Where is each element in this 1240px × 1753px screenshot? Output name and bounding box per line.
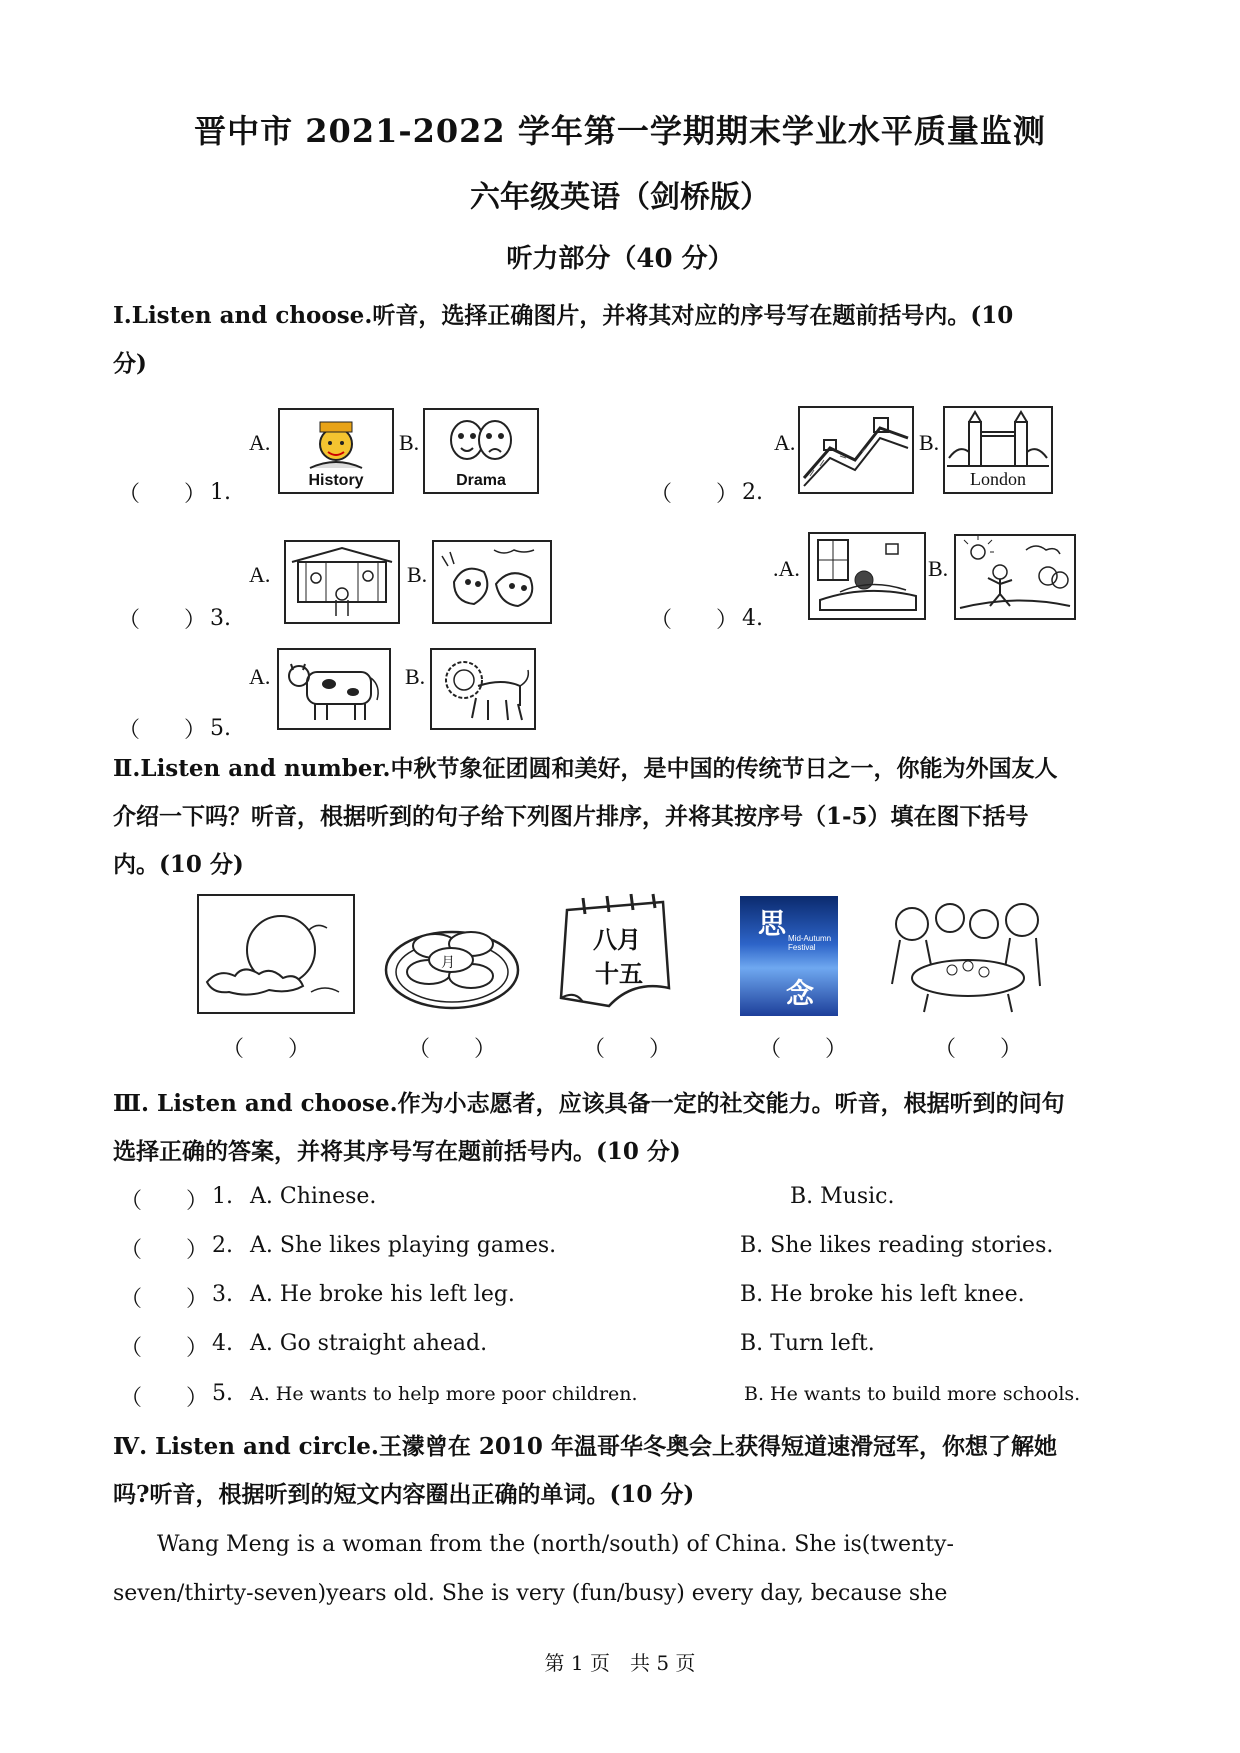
halloween-masks-icon (434, 542, 550, 622)
mooncake-char: 月 (441, 955, 455, 971)
s2-paren-3[interactable]: （ ） (583, 1037, 672, 1062)
q2-image-london-caption: London (970, 469, 1026, 489)
s3-question-3 (120, 1282, 1130, 1322)
s3-q3-paren[interactable]: （ ） (120, 1287, 209, 1312)
section4-paragraph-line1: Wang Meng is a woman from the (north/south) of China. She is(twenty- (157, 1532, 954, 1557)
boy-in-bed-icon (810, 534, 924, 618)
cow-icon (279, 650, 389, 728)
q2-option-a-label: A. (774, 430, 796, 455)
child-running-icon (956, 536, 1074, 618)
poster-char-bottom: 念 (786, 977, 815, 1010)
poster-char-top: 思 (758, 907, 787, 940)
s3-q1-number: 1. (212, 1184, 233, 1209)
lion-icon (432, 650, 534, 728)
q1-image-drama (423, 408, 539, 494)
full-moon-icon (199, 896, 353, 1012)
s2-paren-1[interactable]: （ ） (222, 1037, 311, 1062)
s3-q4-option-a: A. Go straight ahead. (250, 1331, 488, 1356)
family-reunion-icon (880, 894, 1046, 1016)
section3-heading-line1: Ⅲ. Listen and choose.作为小志愿者，应该具备一定的社交能力。听音，根据听到的问句 (113, 1090, 1065, 1117)
s3-q1-paren[interactable]: （ ） (120, 1189, 209, 1214)
s3-q2-paren[interactable]: （ ） (120, 1238, 209, 1263)
section2-heading-line1: Ⅱ.Listen and number.中秋节象征团圆和美好，是中国的传统节日之一，你能为外国友人 (113, 755, 1058, 782)
s3-question-2 (120, 1233, 1130, 1273)
calendar-month: 八月 (593, 926, 641, 954)
section2-image-calendar (553, 892, 677, 1012)
s3-q2-option-a: A. She likes playing games. (250, 1233, 557, 1258)
q3-option-b-label: B. (407, 562, 428, 587)
q4-number: 4. (742, 606, 763, 631)
section2-heading-line2: 介绍一下吗？听音，根据听到的句子给下列图片排序，并将其按序号（1-5）填在图下括号 (113, 803, 1029, 830)
s2-paren-5[interactable]: （ ） (934, 1037, 1023, 1062)
s3-q5-option-b: B. He wants to build more schools. (744, 1383, 1081, 1405)
s2-paren-2[interactable]: （ ） (408, 1037, 497, 1062)
s3-q2-option-b: B. She likes reading stories. (740, 1233, 1054, 1258)
s3-q2-number: 2. (212, 1233, 233, 1258)
s3-question-4 (120, 1331, 1130, 1371)
s3-q1-option-a: A. Chinese. (250, 1184, 377, 1209)
section4-heading-line2: 吗?听音，根据听到的短文内容圈出正确的单词。(10 分) (113, 1481, 695, 1508)
s3-q5-paren[interactable]: （ ） (120, 1386, 209, 1411)
section2-image-family-dinner (880, 894, 1046, 1016)
q4-image-running (954, 534, 1076, 620)
section2-heading-line3: 内。(10 分) (113, 851, 244, 878)
q5-option-b-label: B. (405, 664, 426, 689)
q5-image-lion (430, 648, 536, 730)
section2-image-poster (740, 896, 838, 1016)
q3-image-festival-street (284, 540, 400, 624)
great-wall-icon (800, 408, 912, 492)
s3-q4-option-b: B. Turn left. (740, 1331, 875, 1356)
q3-number: 3. (210, 606, 231, 631)
s2-paren-4[interactable]: （ ） (759, 1037, 848, 1062)
part-heading: 听力部分（40 分） (506, 244, 734, 274)
q1-image-history (278, 408, 394, 494)
festival-stall-icon (286, 542, 398, 622)
s3-q5-option-a: A. He wants to help more poor children. (250, 1383, 638, 1405)
q5-option-a-label: A. (249, 664, 271, 689)
q1-image-history-caption: History (308, 472, 364, 489)
section1-heading-cont: 分) (113, 350, 147, 377)
q4-option-a-label: .A. (773, 556, 800, 581)
q2-image-great-wall (798, 406, 914, 494)
q2-option-b-label: B. (919, 430, 940, 455)
exam-subtitle: 六年级英语（剑桥版） (470, 180, 770, 215)
s3-question-1 (120, 1184, 1130, 1224)
q2-answer-paren[interactable]: （ ） (650, 482, 739, 507)
q3-option-a-label: A. (249, 562, 271, 587)
section4-paragraph-line2: seven/thirty-seven)years old. She is very (fun/busy) every day, because she (113, 1581, 948, 1606)
q2-number: 2. (742, 480, 763, 505)
calendar-day: 十五 (595, 960, 643, 988)
s3-q5-number: 5. (212, 1381, 233, 1406)
poster-english: Mid-Autumn Festival (788, 934, 832, 952)
s3-q3-number: 3. (212, 1282, 233, 1307)
q1-image-drama-caption: Drama (456, 472, 506, 489)
s3-q3-option-b: B. He broke his left knee. (740, 1282, 1025, 1307)
q3-image-halloween (432, 540, 552, 624)
s3-q4-number: 4. (212, 1331, 233, 1356)
page-footer: 第 1 页 共 5 页 (544, 1651, 696, 1675)
q1-answer-paren[interactable]: （ ） (118, 482, 207, 507)
q4-answer-paren[interactable]: （ ） (650, 608, 739, 633)
q4-option-b-label: B. (928, 556, 949, 581)
section2-image-mooncakes (383, 898, 521, 1012)
section4-heading-line1: Ⅳ. Listen and circle.王濛曾在 2010 年温哥华冬奥会上获得短道速滑冠军，你想了解她 (113, 1433, 1057, 1460)
q5-number: 5. (210, 716, 231, 741)
section1-heading: Ⅰ.Listen and choose.听音，选择正确图片，并将其对应的序号写在题前括号内。(10 (113, 302, 1014, 329)
q5-answer-paren[interactable]: （ ） (118, 718, 207, 743)
q1-number: 1. (210, 480, 231, 505)
section3-heading-line2: 选择正确的答案，并将其序号写在题前括号内。(10 分) (113, 1138, 681, 1165)
s3-q4-paren[interactable]: （ ） (120, 1336, 209, 1361)
q2-image-london (943, 406, 1053, 494)
q5-image-cow (277, 648, 391, 730)
q1-option-a-label: A. (249, 430, 271, 455)
s3-q3-option-a: A. He broke his left leg. (250, 1282, 515, 1307)
q4-image-sleeping (808, 532, 926, 620)
exam-title: 晋中市 2021-2022 学年第一学期期末学业水平质量监测 (194, 112, 1046, 150)
s3-question-5 (120, 1381, 1130, 1421)
q3-answer-paren[interactable]: （ ） (118, 608, 207, 633)
q1-option-b-label: B. (399, 430, 420, 455)
section2-image-moon-clouds (197, 894, 355, 1014)
s3-q1-option-b: B. Music. (790, 1184, 895, 1209)
